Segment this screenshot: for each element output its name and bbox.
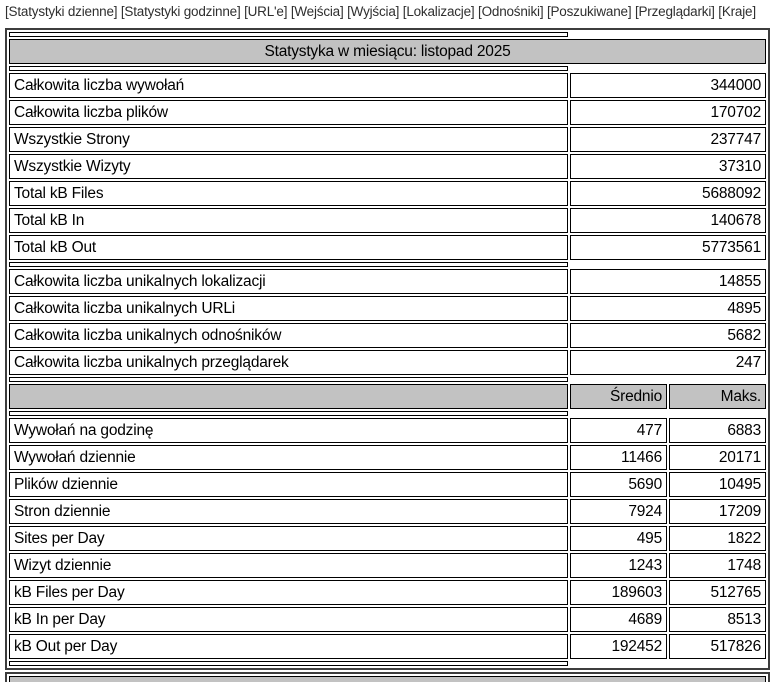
spacer-row <box>9 411 766 416</box>
stat-label: Total kB Out <box>9 235 568 260</box>
spacer-cell <box>9 661 568 666</box>
table-row <box>9 235 766 260</box>
table-title-row <box>9 39 766 64</box>
stat-max-value: 10495 <box>669 472 766 497</box>
table-row <box>9 154 766 179</box>
stat-label: kB Out per Day <box>9 634 568 659</box>
spacer-row <box>9 661 766 666</box>
stat-value: 140678 <box>570 208 766 233</box>
stat-label: kB In per Day <box>9 607 568 632</box>
table-row <box>9 208 766 233</box>
stat-value: 170702 <box>570 100 766 125</box>
stat-label: Total kB In <box>9 208 568 233</box>
nav-link-statystyki-dzienne[interactable]: [Statystyki dzienne] <box>5 4 118 19</box>
stat-label: Total kB Files <box>9 181 568 206</box>
spacer-cell <box>9 66 568 71</box>
stat-max-value: 1822 <box>669 526 766 551</box>
nav-link-wejscia[interactable]: [Wejścia] <box>290 4 344 19</box>
stat-value: 4895 <box>570 296 766 321</box>
table-title: Statystyka w miesiącu: listopad 2025 <box>9 39 766 64</box>
table-row <box>9 634 766 659</box>
stat-label: Całkowita liczba unikalnych URLi <box>9 296 568 321</box>
nav-link-poszukiwane[interactable]: [Poszukiwane] <box>546 4 632 19</box>
max-column-header: Maks. <box>669 384 766 409</box>
stat-label: Całkowita liczba wywołań <box>9 73 568 98</box>
table-row <box>9 580 766 605</box>
stat-value: 5773561 <box>570 235 766 260</box>
stat-avg-value: 192452 <box>570 634 667 659</box>
stat-max-value: 517826 <box>669 634 766 659</box>
stat-avg-value: 7924 <box>570 499 667 524</box>
stat-label: kB Files per Day <box>9 580 568 605</box>
table-row <box>9 526 766 551</box>
table-row <box>9 607 766 632</box>
nav-link-urle[interactable]: [URL'e] <box>244 4 288 19</box>
section-nav <box>5 4 770 19</box>
stat-label: Wszystkie Wizyty <box>9 154 568 179</box>
stat-value: 5682 <box>570 323 766 348</box>
avg-column-header: Średnio <box>570 384 667 409</box>
stat-max-value: 17209 <box>669 499 766 524</box>
stat-max-value: 1748 <box>669 553 766 578</box>
stat-value: 5688092 <box>570 181 766 206</box>
spacer-cell <box>9 411 568 416</box>
stat-value: 37310 <box>570 154 766 179</box>
stat-label: Wszystkie Strony <box>9 127 568 152</box>
table-row <box>9 553 766 578</box>
spacer-cell <box>9 32 568 37</box>
table-row <box>9 472 766 497</box>
stat-avg-value: 189603 <box>570 580 667 605</box>
next-table-title-sliver <box>9 676 766 682</box>
next-table-cutoff <box>5 672 770 682</box>
nav-link-kraje[interactable]: [Kraje] <box>718 4 756 19</box>
stat-max-value: 8513 <box>669 607 766 632</box>
stat-value: 237747 <box>570 127 766 152</box>
stat-label: Wizyt dziennie <box>9 553 568 578</box>
table-row <box>9 181 766 206</box>
table-row <box>9 100 766 125</box>
avg-max-header-row <box>9 384 766 409</box>
stat-avg-value: 477 <box>570 418 667 443</box>
stat-max-value: 6883 <box>669 418 766 443</box>
table-row <box>9 127 766 152</box>
nav-link-przegladarki[interactable]: [Przeglądarki] <box>634 4 715 19</box>
stat-label: Stron dziennie <box>9 499 568 524</box>
spacer-row <box>9 66 766 71</box>
table-row <box>9 350 766 375</box>
stat-label: Wywołań na godzinę <box>9 418 568 443</box>
stat-label: Wywołań dziennie <box>9 445 568 470</box>
stat-avg-value: 4689 <box>570 607 667 632</box>
table-row <box>9 73 766 98</box>
stat-avg-value: 1243 <box>570 553 667 578</box>
stat-value: 14855 <box>570 269 766 294</box>
spacer-row <box>9 32 766 37</box>
stat-label: Całkowita liczba unikalnych lokalizacji <box>9 269 568 294</box>
stat-max-value: 512765 <box>669 580 766 605</box>
stat-label: Całkowita liczba unikalnych odnośników <box>9 323 568 348</box>
table-row <box>9 323 766 348</box>
stat-label: Całkowita liczba plików <box>9 100 568 125</box>
nav-link-lokalizacje[interactable]: [Lokalizacje] <box>402 4 475 19</box>
table-row <box>9 445 766 470</box>
stat-value: 247 <box>570 350 766 375</box>
table-row <box>9 418 766 443</box>
avg-max-header-spacer <box>9 384 568 409</box>
spacer-row <box>9 377 766 382</box>
stat-label: Całkowita liczba unikalnych przeglądarek <box>9 350 568 375</box>
stat-avg-value: 5690 <box>570 472 667 497</box>
stat-avg-value: 495 <box>570 526 667 551</box>
stat-avg-value: 11466 <box>570 445 667 470</box>
spacer-cell <box>9 377 568 382</box>
stat-label: Sites per Day <box>9 526 568 551</box>
stat-label: Plików dziennie <box>9 472 568 497</box>
stat-max-value: 20171 <box>669 445 766 470</box>
nav-link-odnosniki[interactable]: [Odnośniki] <box>478 4 544 19</box>
spacer-row <box>9 262 766 267</box>
nav-link-wyjscia[interactable]: [Wyjścia] <box>347 4 400 19</box>
monthly-stats-table <box>5 28 770 670</box>
nav-link-statystyki-godzinne[interactable]: [Statystyki godzinne] <box>120 4 241 19</box>
spacer-cell <box>9 262 568 267</box>
stat-value: 344000 <box>570 73 766 98</box>
table-row <box>9 269 766 294</box>
table-row <box>9 296 766 321</box>
table-row <box>9 499 766 524</box>
